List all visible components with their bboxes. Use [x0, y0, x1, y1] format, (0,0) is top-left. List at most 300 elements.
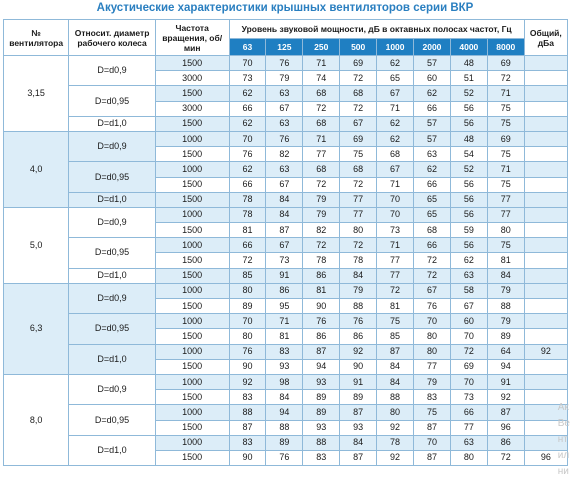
value-cell: 93 — [303, 420, 340, 435]
band-header-500: 500 — [340, 39, 377, 56]
rotation-cell: 3000 — [155, 101, 229, 116]
value-cell: 70 — [229, 314, 266, 329]
value-cell: 78 — [340, 253, 377, 268]
value-cell: 70 — [377, 207, 414, 222]
band-header-2000: 2000 — [414, 39, 451, 56]
value-cell: 93 — [303, 374, 340, 389]
value-cell: 93 — [266, 359, 303, 374]
rotation-cell: 1500 — [155, 253, 229, 268]
value-cell: 70 — [377, 192, 414, 207]
rotation-cell: 1000 — [155, 238, 229, 253]
value-cell: 78 — [377, 435, 414, 450]
value-cell: 48 — [450, 131, 487, 146]
rel-diameter-cell: D=d1,0 — [69, 116, 155, 131]
rotation-cell: 1000 — [155, 435, 229, 450]
watermark-text: ил — [557, 450, 570, 461]
value-cell: 94 — [303, 359, 340, 374]
value-cell: 66 — [229, 101, 266, 116]
value-cell: 66 — [229, 177, 266, 192]
total-cell — [524, 162, 567, 177]
value-cell: 83 — [266, 344, 303, 359]
rel-diameter-cell: D=d0,9 — [69, 131, 155, 161]
value-cell: 86 — [266, 283, 303, 298]
table-row — [4, 374, 568, 389]
rotation-cell: 1500 — [155, 56, 229, 71]
value-cell: 79 — [303, 207, 340, 222]
value-cell: 92 — [377, 420, 414, 435]
value-cell: 70 — [229, 56, 266, 71]
value-cell: 70 — [450, 329, 487, 344]
value-cell: 80 — [340, 223, 377, 238]
value-cell: 69 — [340, 56, 377, 71]
value-cell: 72 — [450, 344, 487, 359]
table-row — [4, 86, 568, 101]
total-cell — [524, 283, 567, 298]
value-cell: 71 — [266, 314, 303, 329]
total-cell — [524, 238, 567, 253]
rotation-cell: 1500 — [155, 359, 229, 374]
rotation-cell: 1000 — [155, 162, 229, 177]
value-cell: 56 — [450, 192, 487, 207]
value-cell: 71 — [303, 131, 340, 146]
total-cell — [524, 359, 567, 374]
value-cell: 73 — [377, 223, 414, 238]
band-header-8000: 8000 — [487, 39, 524, 56]
table-row — [4, 131, 568, 146]
value-cell: 59 — [450, 223, 487, 238]
value-cell: 62 — [377, 131, 414, 146]
rotation-cell: 3000 — [155, 71, 229, 86]
value-cell: 84 — [266, 207, 303, 222]
rotation-cell: 1500 — [155, 390, 229, 405]
value-cell: 71 — [377, 177, 414, 192]
value-cell: 72 — [303, 238, 340, 253]
value-cell: 88 — [487, 299, 524, 314]
value-cell: 79 — [340, 283, 377, 298]
value-cell: 78 — [229, 192, 266, 207]
table-row — [4, 344, 568, 359]
rotation-cell: 1500 — [155, 86, 229, 101]
value-cell: 71 — [303, 56, 340, 71]
value-cell: 72 — [229, 253, 266, 268]
total-cell — [524, 314, 567, 329]
value-cell: 76 — [229, 344, 266, 359]
total-cell — [524, 207, 567, 222]
watermark-text: нт — [557, 434, 568, 445]
total-cell: 92 — [524, 344, 567, 359]
value-cell: 75 — [487, 147, 524, 162]
value-cell: 89 — [340, 390, 377, 405]
rotation-cell: 1500 — [155, 192, 229, 207]
value-cell: 67 — [266, 101, 303, 116]
rel-diameter-cell: D=d0,95 — [69, 162, 155, 192]
value-cell: 83 — [229, 390, 266, 405]
value-cell: 64 — [487, 344, 524, 359]
rel-diameter-cell: D=d0,9 — [69, 207, 155, 237]
rotation-cell: 1500 — [155, 223, 229, 238]
value-cell: 88 — [377, 390, 414, 405]
value-cell: 78 — [303, 253, 340, 268]
value-cell: 65 — [414, 192, 451, 207]
band-header-1000: 1000 — [377, 39, 414, 56]
value-cell: 94 — [487, 359, 524, 374]
value-cell: 84 — [377, 374, 414, 389]
value-cell: 86 — [340, 329, 377, 344]
rotation-cell: 1500 — [155, 147, 229, 162]
value-cell: 88 — [340, 299, 377, 314]
value-cell: 56 — [450, 116, 487, 131]
value-cell: 71 — [487, 86, 524, 101]
total-cell — [524, 177, 567, 192]
rotation-cell: 1000 — [155, 314, 229, 329]
value-cell: 92 — [377, 450, 414, 465]
rel-diameter-cell: D=d0,9 — [69, 374, 155, 404]
value-cell: 70 — [414, 314, 451, 329]
total-cell — [524, 299, 567, 314]
table-row — [4, 56, 568, 71]
value-cell: 67 — [377, 86, 414, 101]
page-title: Акустические характеристики крышных вентиляторов серии ВКР — [96, 2, 474, 14]
value-cell: 62 — [414, 86, 451, 101]
value-cell: 79 — [303, 192, 340, 207]
value-cell: 71 — [377, 238, 414, 253]
total-cell — [524, 223, 567, 238]
value-cell: 90 — [340, 359, 377, 374]
value-cell: 84 — [377, 359, 414, 374]
total-cell — [524, 192, 567, 207]
header-sound-power: Уровень звуковой мощности, дБ в октавных полосах частот, Гц — [229, 20, 524, 39]
value-cell: 52 — [450, 162, 487, 177]
value-cell: 77 — [377, 268, 414, 283]
value-cell: 75 — [487, 116, 524, 131]
value-cell: 80 — [377, 405, 414, 420]
value-cell: 74 — [303, 71, 340, 86]
value-cell: 76 — [414, 299, 451, 314]
fan-number-cell: 8,0 — [4, 374, 69, 465]
table-row — [4, 283, 568, 298]
value-cell: 89 — [266, 435, 303, 450]
total-cell: 96 — [524, 450, 567, 465]
value-cell: 72 — [340, 101, 377, 116]
fan-number-cell: 5,0 — [4, 207, 69, 283]
value-cell: 68 — [377, 147, 414, 162]
value-cell: 81 — [266, 329, 303, 344]
total-cell — [524, 268, 567, 283]
rotation-cell: 1000 — [155, 344, 229, 359]
value-cell: 67 — [414, 283, 451, 298]
value-cell: 82 — [266, 147, 303, 162]
value-cell: 62 — [229, 162, 266, 177]
value-cell: 57 — [414, 116, 451, 131]
value-cell: 87 — [377, 344, 414, 359]
value-cell: 67 — [266, 177, 303, 192]
rotation-cell: 1500 — [155, 268, 229, 283]
header-fan-no: № вентилятора — [4, 20, 69, 56]
value-cell: 62 — [377, 56, 414, 71]
value-cell: 87 — [487, 405, 524, 420]
watermark — [558, 400, 570, 480]
value-cell: 72 — [340, 238, 377, 253]
rotation-cell: 1500 — [155, 177, 229, 192]
value-cell: 84 — [266, 192, 303, 207]
value-cell: 72 — [414, 253, 451, 268]
rotation-cell: 1000 — [155, 374, 229, 389]
table-row — [4, 207, 568, 222]
value-cell: 62 — [450, 253, 487, 268]
total-cell — [524, 56, 567, 71]
value-cell: 73 — [266, 253, 303, 268]
value-cell: 96 — [487, 420, 524, 435]
value-cell: 88 — [229, 405, 266, 420]
value-cell: 86 — [487, 435, 524, 450]
total-cell — [524, 374, 567, 389]
total-cell — [524, 116, 567, 131]
value-cell: 87 — [340, 450, 377, 465]
value-cell: 77 — [303, 147, 340, 162]
value-cell: 72 — [414, 268, 451, 283]
value-cell: 81 — [487, 253, 524, 268]
value-cell: 66 — [414, 177, 451, 192]
value-cell: 87 — [340, 405, 377, 420]
value-cell: 62 — [414, 162, 451, 177]
value-cell: 77 — [340, 192, 377, 207]
value-cell: 87 — [303, 344, 340, 359]
value-cell: 79 — [414, 374, 451, 389]
total-cell — [524, 71, 567, 86]
header-total: Общий, дБа — [524, 20, 567, 56]
value-cell: 77 — [450, 420, 487, 435]
value-cell: 86 — [303, 329, 340, 344]
table-row — [4, 268, 568, 283]
value-cell: 54 — [450, 147, 487, 162]
value-cell: 76 — [266, 56, 303, 71]
table-row — [4, 314, 568, 329]
table-row — [4, 238, 568, 253]
rel-diameter-cell: D=d1,0 — [69, 344, 155, 374]
rotation-cell: 1000 — [155, 283, 229, 298]
total-cell — [524, 131, 567, 146]
value-cell: 75 — [340, 147, 377, 162]
rel-diameter-cell: D=d0,95 — [69, 86, 155, 116]
acoustic-table — [3, 19, 568, 466]
value-cell: 79 — [487, 314, 524, 329]
value-cell: 91 — [266, 268, 303, 283]
header-rotation: Частота вращения, об/мин — [155, 20, 229, 56]
value-cell: 63 — [266, 162, 303, 177]
value-cell: 63 — [266, 116, 303, 131]
value-cell: 57 — [414, 56, 451, 71]
value-cell: 72 — [487, 71, 524, 86]
rotation-cell: 1000 — [155, 405, 229, 420]
value-cell: 51 — [450, 71, 487, 86]
watermark-text: Ак — [557, 402, 569, 413]
value-cell: 66 — [414, 238, 451, 253]
value-cell: 72 — [303, 177, 340, 192]
value-cell: 80 — [414, 329, 451, 344]
value-cell: 67 — [266, 238, 303, 253]
value-cell: 98 — [266, 374, 303, 389]
value-cell: 62 — [229, 116, 266, 131]
value-cell: 70 — [450, 374, 487, 389]
value-cell: 79 — [487, 283, 524, 298]
value-cell: 67 — [377, 162, 414, 177]
value-cell: 62 — [377, 116, 414, 131]
value-cell: 91 — [340, 374, 377, 389]
value-cell: 67 — [340, 116, 377, 131]
value-cell: 77 — [487, 192, 524, 207]
value-cell: 87 — [229, 420, 266, 435]
value-cell: 67 — [450, 299, 487, 314]
value-cell: 89 — [303, 390, 340, 405]
value-cell: 60 — [450, 314, 487, 329]
band-header-63: 63 — [229, 39, 266, 56]
total-cell — [524, 329, 567, 344]
value-cell: 95 — [266, 299, 303, 314]
table-row — [4, 192, 568, 207]
value-cell: 85 — [377, 329, 414, 344]
value-cell: 52 — [450, 86, 487, 101]
value-cell: 77 — [377, 253, 414, 268]
value-cell: 65 — [414, 207, 451, 222]
value-cell: 77 — [487, 207, 524, 222]
value-cell: 71 — [377, 101, 414, 116]
rel-diameter-cell: D=d0,9 — [69, 56, 155, 86]
value-cell: 90 — [229, 359, 266, 374]
value-cell: 77 — [414, 359, 451, 374]
watermark-text: ни — [557, 466, 569, 477]
value-cell: 81 — [377, 299, 414, 314]
value-cell: 75 — [487, 101, 524, 116]
value-cell: 76 — [229, 147, 266, 162]
total-cell — [524, 101, 567, 116]
value-cell: 72 — [377, 283, 414, 298]
rotation-cell: 1000 — [155, 131, 229, 146]
value-cell: 80 — [229, 283, 266, 298]
value-cell: 77 — [340, 207, 377, 222]
table-row — [4, 405, 568, 420]
value-cell: 76 — [266, 450, 303, 465]
value-cell: 68 — [303, 86, 340, 101]
value-cell: 75 — [377, 314, 414, 329]
value-cell: 89 — [229, 299, 266, 314]
value-cell: 72 — [340, 71, 377, 86]
value-cell: 56 — [450, 238, 487, 253]
value-cell: 80 — [487, 223, 524, 238]
band-header-250: 250 — [303, 39, 340, 56]
value-cell: 56 — [450, 101, 487, 116]
value-cell: 84 — [340, 435, 377, 450]
value-cell: 75 — [414, 405, 451, 420]
value-cell: 66 — [414, 101, 451, 116]
value-cell: 63 — [450, 268, 487, 283]
value-cell: 68 — [340, 162, 377, 177]
value-cell: 92 — [487, 390, 524, 405]
rel-diameter-cell: D=d0,9 — [69, 283, 155, 313]
value-cell: 90 — [303, 299, 340, 314]
value-cell: 88 — [303, 435, 340, 450]
fan-number-cell: 4,0 — [4, 131, 69, 207]
table-row — [4, 435, 568, 450]
value-cell: 80 — [414, 344, 451, 359]
value-cell: 68 — [303, 116, 340, 131]
value-cell: 63 — [450, 435, 487, 450]
value-cell: 63 — [414, 147, 451, 162]
value-cell: 62 — [229, 86, 266, 101]
rel-diameter-cell: D=d0,95 — [69, 405, 155, 435]
value-cell: 69 — [450, 359, 487, 374]
rel-diameter-cell: D=d0,95 — [69, 314, 155, 344]
rotation-cell: 1500 — [155, 420, 229, 435]
value-cell: 78 — [229, 207, 266, 222]
value-cell: 75 — [487, 177, 524, 192]
value-cell: 84 — [487, 268, 524, 283]
value-cell: 70 — [414, 435, 451, 450]
value-cell: 89 — [303, 405, 340, 420]
value-cell: 58 — [450, 283, 487, 298]
band-header-125: 125 — [266, 39, 303, 56]
value-cell: 56 — [450, 177, 487, 192]
value-cell: 73 — [229, 71, 266, 86]
value-cell: 80 — [229, 329, 266, 344]
value-cell: 92 — [340, 344, 377, 359]
value-cell: 56 — [450, 207, 487, 222]
value-cell: 82 — [303, 223, 340, 238]
total-cell — [524, 86, 567, 101]
band-header-4000: 4000 — [450, 39, 487, 56]
value-cell: 87 — [414, 420, 451, 435]
value-cell: 72 — [487, 450, 524, 465]
value-cell: 73 — [450, 390, 487, 405]
header-row — [4, 20, 568, 39]
total-cell — [524, 253, 567, 268]
value-cell: 66 — [450, 405, 487, 420]
table-row — [4, 162, 568, 177]
rel-diameter-cell: D=d1,0 — [69, 435, 155, 465]
value-cell: 81 — [303, 283, 340, 298]
rotation-cell: 1500 — [155, 450, 229, 465]
value-cell: 91 — [487, 374, 524, 389]
rotation-cell: 1500 — [155, 116, 229, 131]
value-cell: 60 — [414, 71, 451, 86]
value-cell: 65 — [377, 71, 414, 86]
value-cell: 86 — [303, 268, 340, 283]
value-cell: 75 — [487, 238, 524, 253]
value-cell: 48 — [450, 56, 487, 71]
fan-number-cell: 3,15 — [4, 56, 69, 132]
value-cell: 57 — [414, 131, 451, 146]
value-cell: 87 — [266, 223, 303, 238]
value-cell: 94 — [266, 405, 303, 420]
rotation-cell: 1500 — [155, 329, 229, 344]
value-cell: 83 — [414, 390, 451, 405]
value-cell: 88 — [266, 420, 303, 435]
value-cell: 69 — [487, 56, 524, 71]
value-cell: 68 — [414, 223, 451, 238]
value-cell: 87 — [414, 450, 451, 465]
header-rel-diameter: Относит. диаметр рабочего колеса — [69, 20, 155, 56]
rel-diameter-cell: D=d0,95 — [69, 238, 155, 268]
value-cell: 79 — [266, 71, 303, 86]
rotation-cell: 1500 — [155, 299, 229, 314]
fan-number-cell: 6,3 — [4, 283, 69, 374]
value-cell: 69 — [340, 131, 377, 146]
value-cell: 84 — [266, 390, 303, 405]
value-cell: 68 — [340, 86, 377, 101]
rel-diameter-cell: D=d1,0 — [69, 192, 155, 207]
value-cell: 69 — [487, 131, 524, 146]
value-cell: 83 — [229, 435, 266, 450]
value-cell: 76 — [340, 314, 377, 329]
